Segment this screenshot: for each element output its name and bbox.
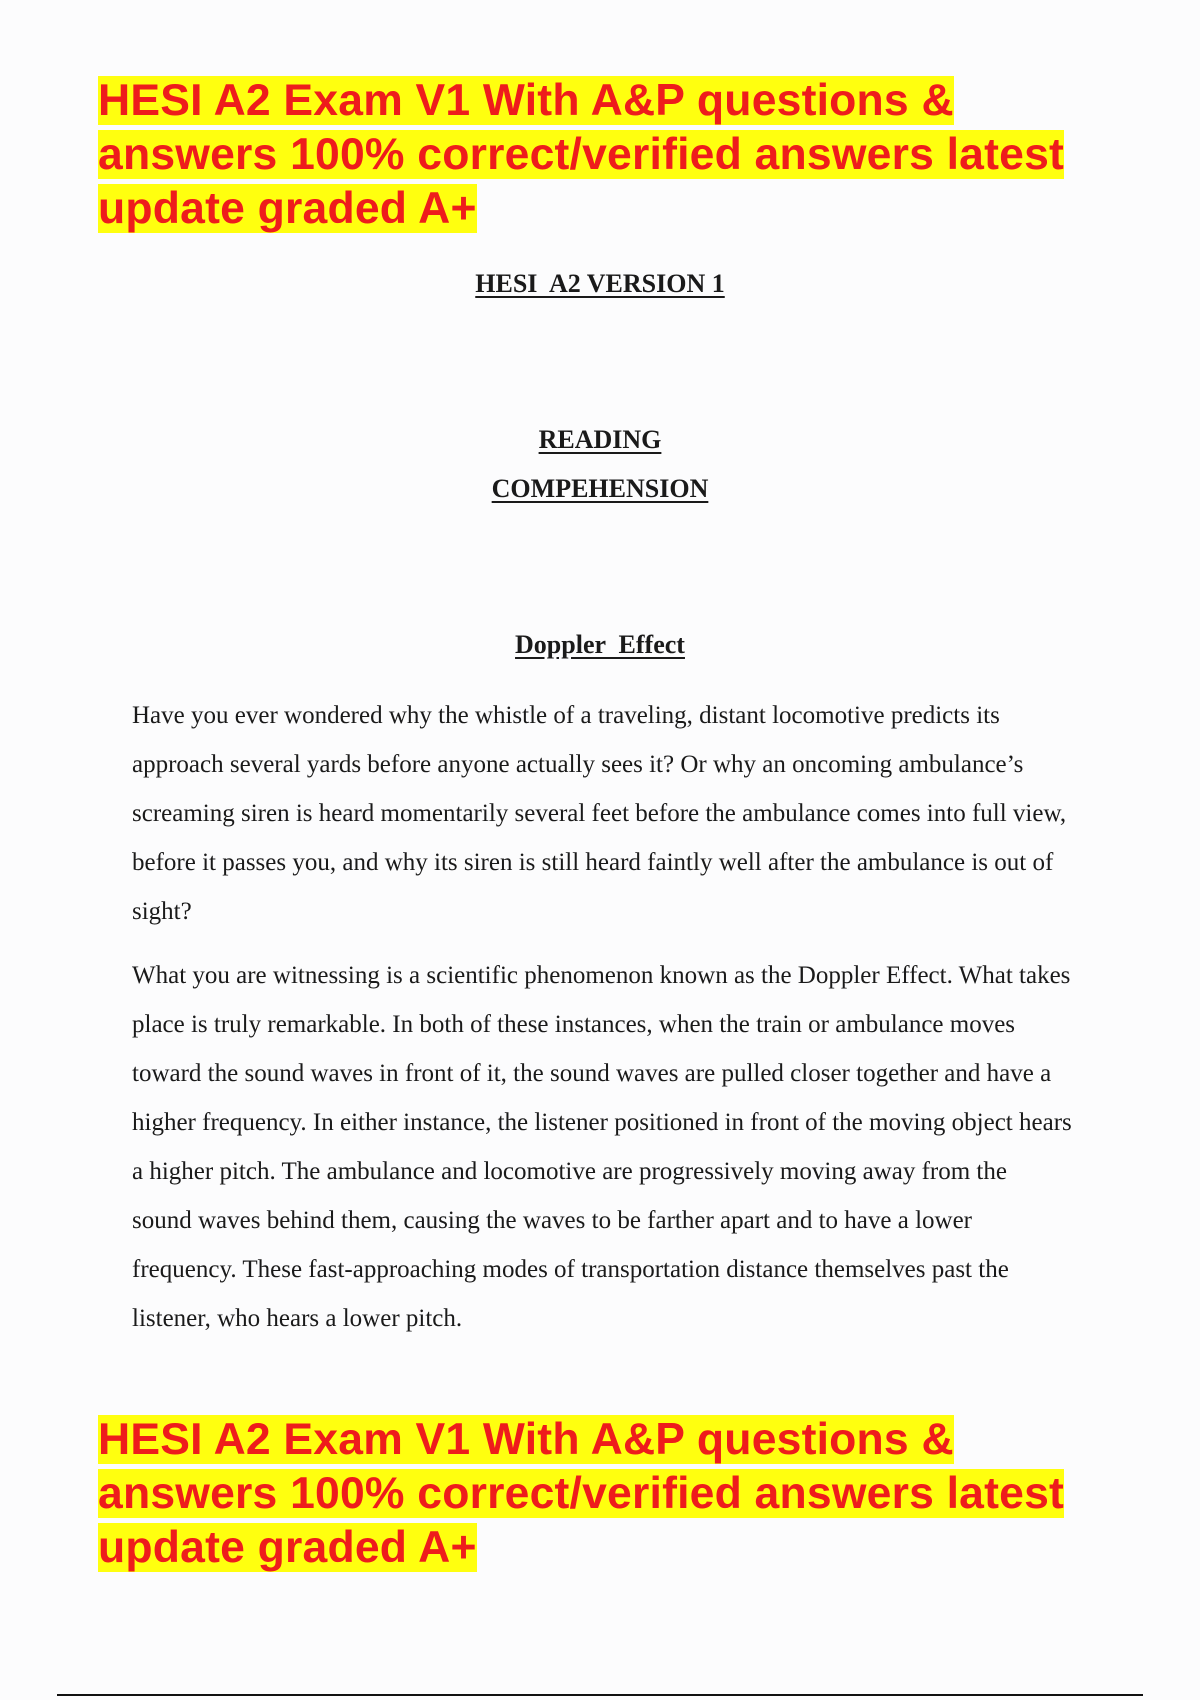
promo-banner-bottom — [98, 1413, 1083, 1575]
passage-paragraph-2: What you are witnessing is a scientific phenomenon known as the Doppler Effect. What takes place is truly remarkable. In both of these instances, when the train or ambulance moves toward the sound waves in front of it, the sound waves are pulled closer together and have a higher frequency. In either instance, the listener positioned in front of the moving object hears a higher pitch. The ambulance and locomotive are progressively moving away from the sound waves behind them, causing the waves to be farther apart and to have a lower frequency. These fast-approaching modes of transportation distance themselves past the listener, who hears a lower pitch. — [132, 962, 1072, 1332]
version-heading: HESI A2 VERSION 1 — [475, 269, 725, 298]
promo-banner-top — [98, 74, 1083, 236]
promo-banner-top-text: HESI A2 Exam V1 With A&P questions & answers 100% correct/verified answers latest update graded A+ — [98, 76, 1065, 233]
section-heading-line1: READING — [538, 425, 662, 454]
passage-title: Doppler Effect — [515, 630, 685, 659]
section-heading-line2: COMPEHENSION — [491, 474, 709, 503]
passage-paragraph-1: Have you ever wondered why the whistle of a traveling, distant locomotive predicts its approach several yards before anyone actually sees it? Or why an oncoming ambulance’s screaming siren is heard momentarily several feet before the ambulance comes into full view, before it passes you, and why its siren is still heard faintly well after the ambulance is out of sight? — [132, 702, 1067, 925]
page-bottom-rule — [57, 1694, 1143, 1696]
promo-banner-bottom-text: HESI A2 Exam V1 With A&P questions & answers 100% correct/verified answers latest update graded A+ — [98, 1415, 1065, 1572]
